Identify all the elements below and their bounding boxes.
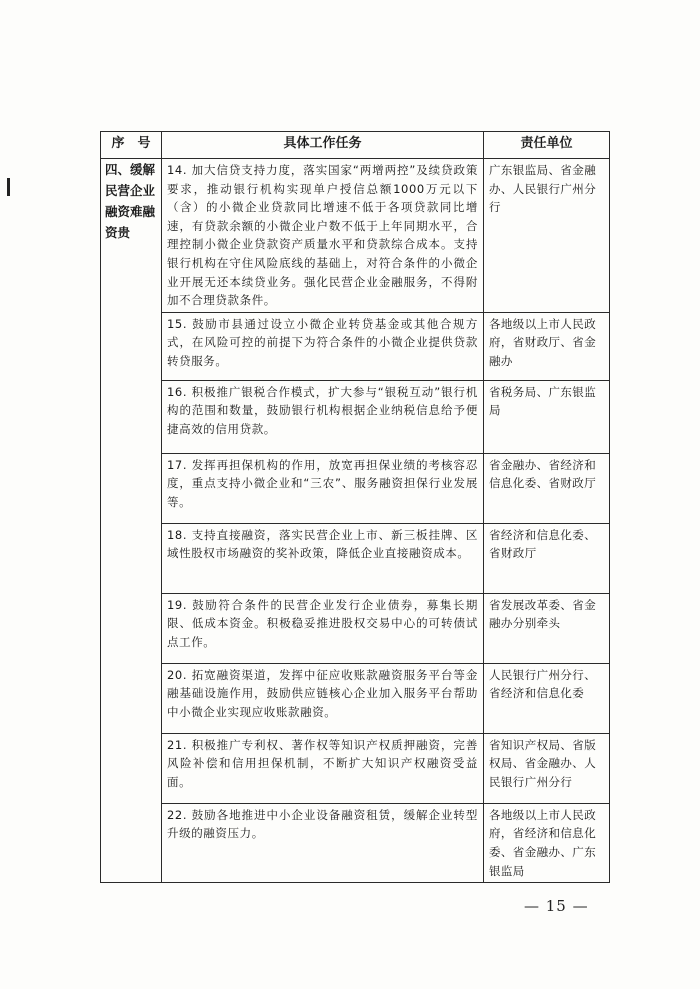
task-cell: 22. 鼓励各地推进中小企业设备融资租赁，缓解企业转型升级的融资压力。 xyxy=(162,803,484,882)
task-cell: 20. 拓宽融资渠道，发挥中征应收账款融资服务平台等金融基础设施作用，鼓励供应链核心企业加入服务平台帮助中小微企业实现应收账款融资。 xyxy=(162,663,484,733)
task-cell: 21. 积极推广专利权、著作权等知识产权质押融资，完善风险补偿和信用担保机制，不断扩大知识产权融资受益面。 xyxy=(162,733,484,803)
unit-cell: 省知识产权局、省版权局、省金融办、人民银行广州分行 xyxy=(484,733,610,803)
task-cell: 19. 鼓励符合条件的民营企业发行企业债券，募集长期限、低成本资金。积极稳妥推进股权交易中心的可转债试点工作。 xyxy=(162,593,484,663)
table-row xyxy=(101,733,610,803)
task-cell: 15. 鼓励市县通过设立小微企业转贷基金或其他合规方式，在风险可控的前提下为符合条件的小微企业提供贷款转贷服务。 xyxy=(162,312,484,380)
unit-cell: 广东银监局、省金融办、人民银行广州分行 xyxy=(484,159,610,313)
table-row xyxy=(101,803,610,882)
task-cell: 16. 积极推广银税合作模式，扩大参与“银税互动”银行机构的范围和数量，鼓励银行机构根据企业纳税信息给予便捷高效的信用贷款。 xyxy=(162,380,484,453)
task-cell: 17. 发挥再担保机构的作用，放宽再担保业绩的考核容忍度，重点支持小微企业和“三农”、服务融资担保行业发展等。 xyxy=(162,453,484,523)
table-row xyxy=(101,380,610,453)
table-row xyxy=(101,159,610,313)
unit-cell: 各地级以上市人民政府，省经济和信息化委、省金融办、广东银监局 xyxy=(484,803,610,882)
table-row xyxy=(101,312,610,380)
task-table xyxy=(100,131,610,883)
unit-cell: 省经济和信息化委、省财政厅 xyxy=(484,523,610,593)
category-cell: 四、缓解民营企业融资难融资贵 xyxy=(101,159,162,883)
unit-cell: 省金融办、省经济和信息化委、省财政厅 xyxy=(484,453,610,523)
unit-cell: 各地级以上市人民政府，省财政厅、省金融办 xyxy=(484,312,610,380)
unit-cell: 省税务局、广东银监局 xyxy=(484,380,610,453)
header-unit: 责任单位 xyxy=(484,132,610,159)
table-row xyxy=(101,593,610,663)
table-row xyxy=(101,453,610,523)
table-header-row xyxy=(101,132,610,159)
unit-cell: 省发展改革委、省金融办分别牵头 xyxy=(484,593,610,663)
table-row xyxy=(101,663,610,733)
task-cell: 18. 支持直接融资，落实民营企业上市、新三板挂牌、区域性股权市场融资的奖补政策，降低企业直接融资成本。 xyxy=(162,523,484,593)
task-cell: 14. 加大信贷支持力度，落实国家“两增两控”及续贷政策要求，推动银行机构实现单户授信总额1000万元以下（含）的小微企业贷款同比增速不低于各项贷款同比增速，有贷款余额的小微企业户数不低于上年同期水平，合理控制小微企业贷款资产质量水平和贷款综合成本。支持银行机构在守住风险底线的基础上，对符合条件的小微企业开展无还本续贷业务。强化民营企业金融服务，不得附加不合理贷款条件。 xyxy=(162,159,484,313)
page-number: — 15 — xyxy=(524,897,589,915)
scan-mark xyxy=(7,178,10,196)
table-row xyxy=(101,523,610,593)
header-task: 具体工作任务 xyxy=(162,132,484,159)
header-seq: 序 号 xyxy=(101,132,162,159)
unit-cell: 人民银行广州分行、省经济和信息化委 xyxy=(484,663,610,733)
